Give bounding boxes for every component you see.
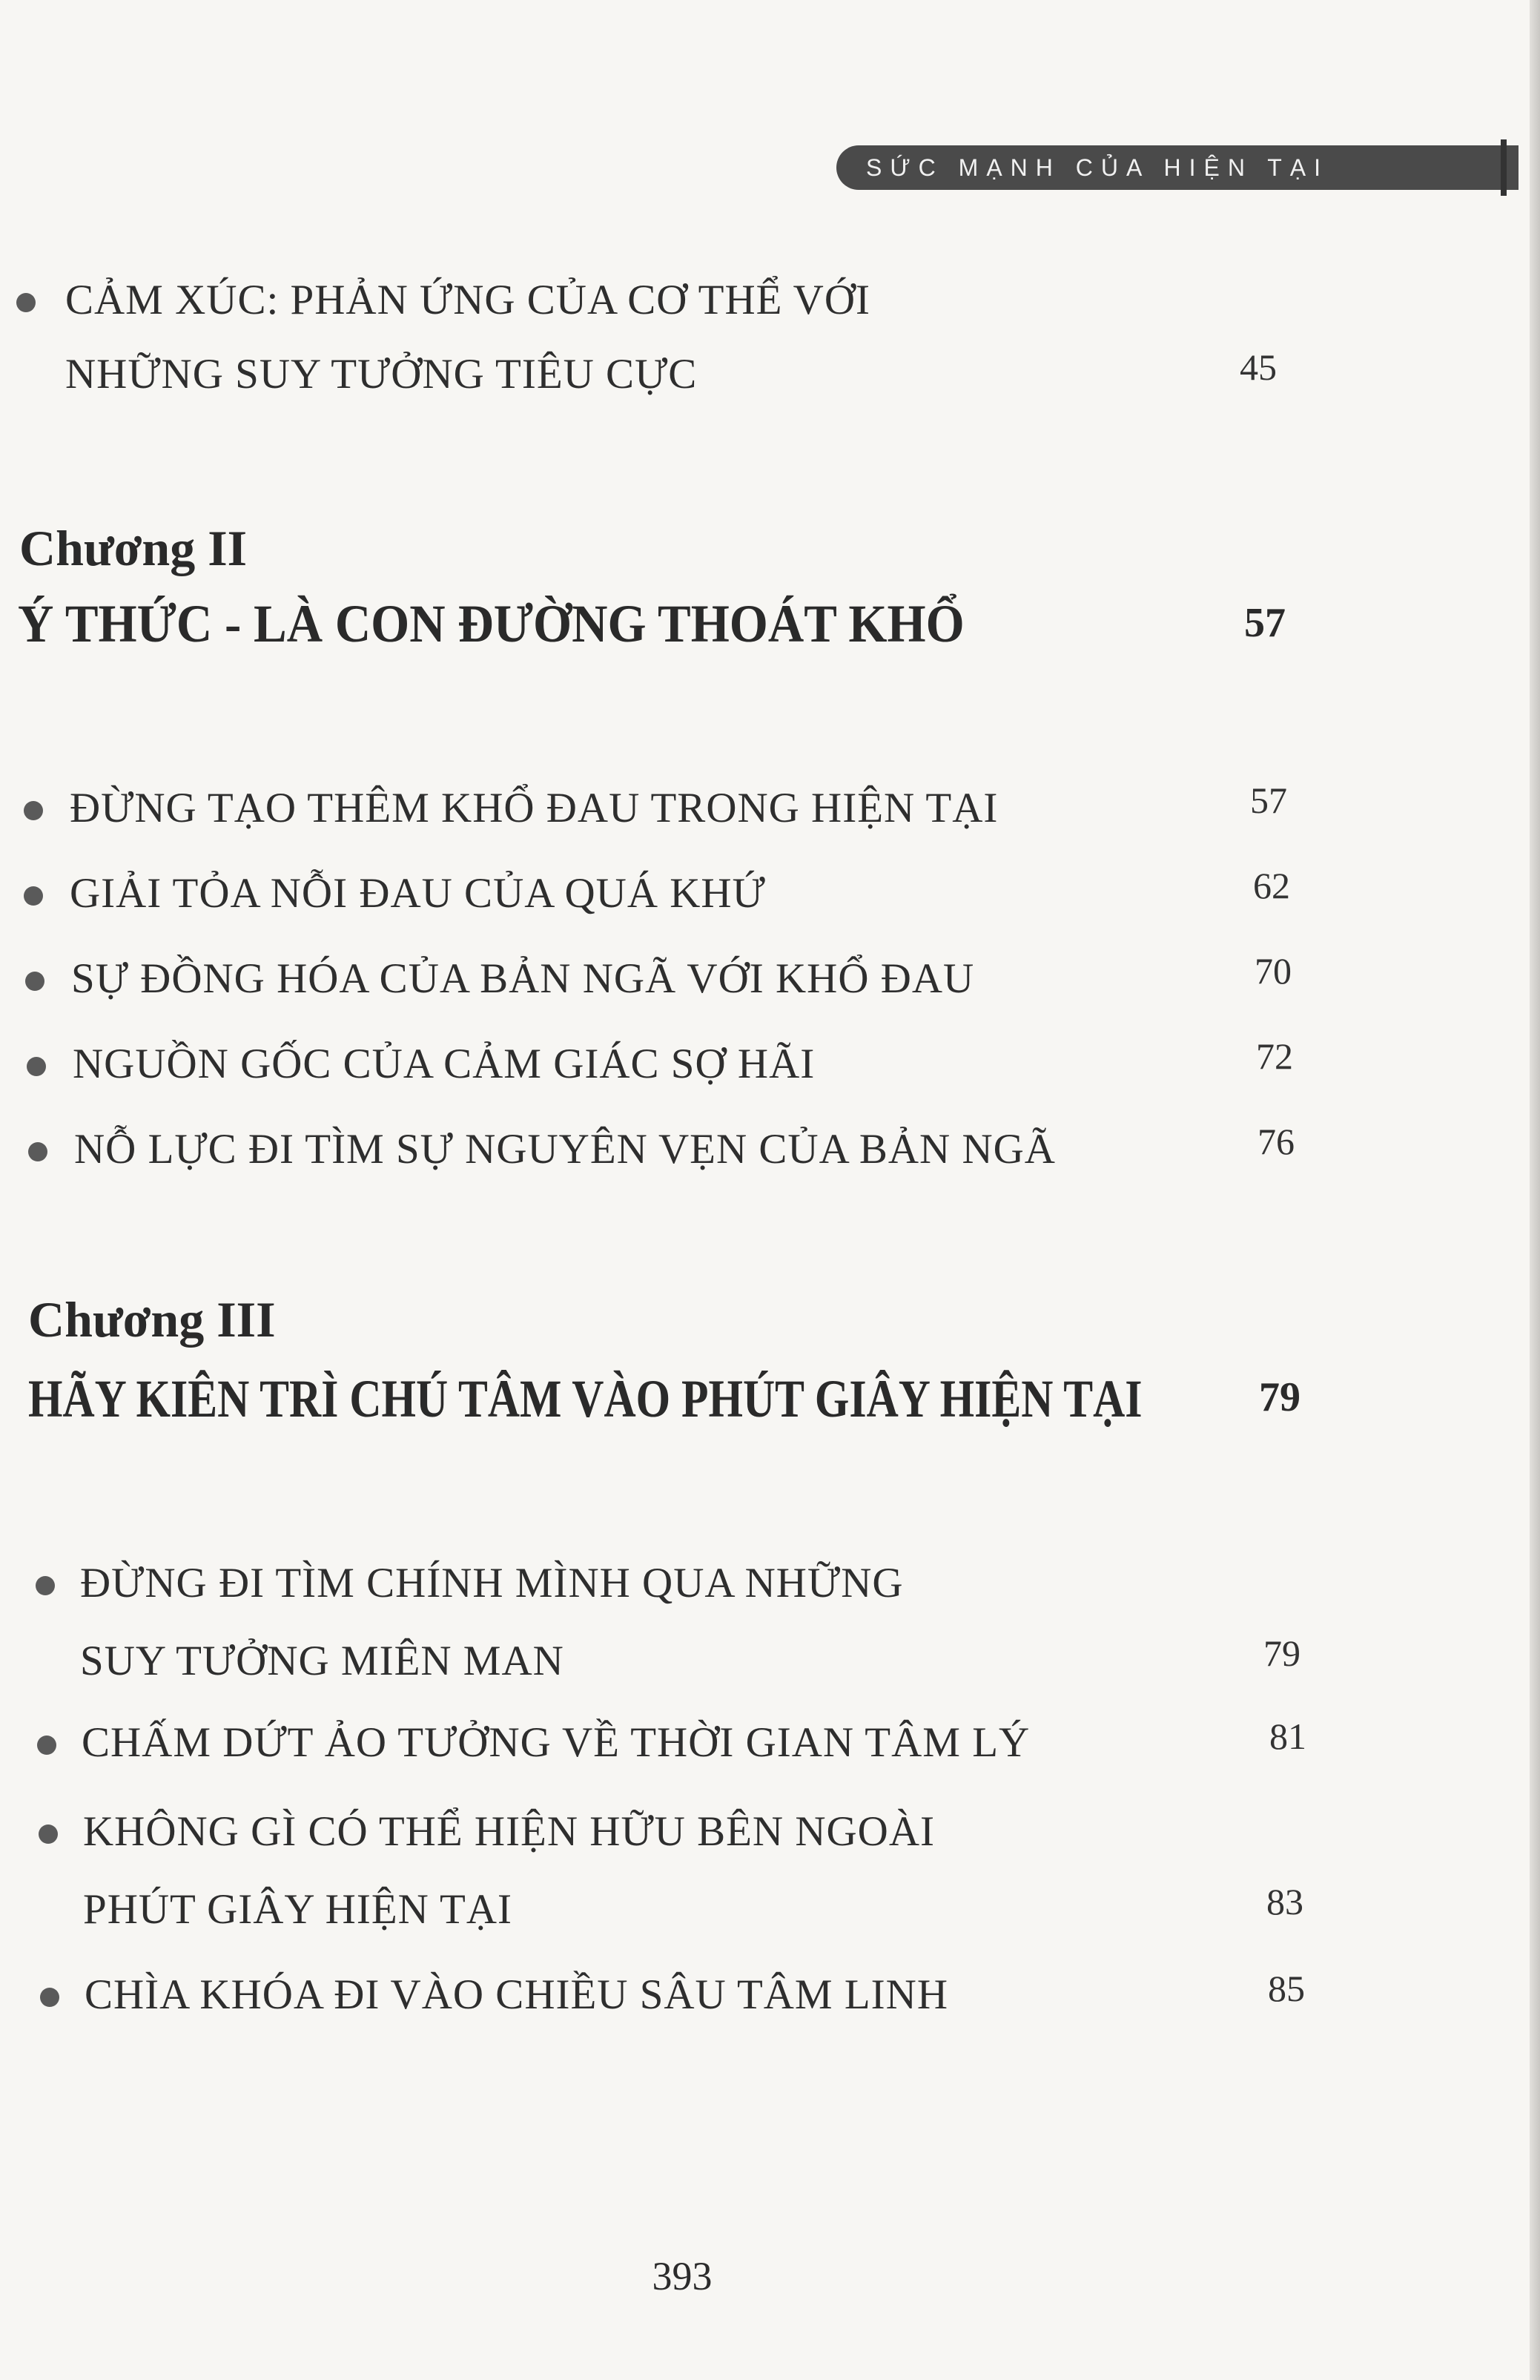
- toc-page-number: 79: [1263, 1632, 1301, 1674]
- bullet-icon: [36, 1576, 55, 1595]
- chapter-title: Ý THỨC - LÀ CON ĐƯỜNG THOÁT KHỔ: [18, 594, 965, 653]
- toc-page-number: 62: [1253, 865, 1290, 906]
- toc-page-number: 70: [1255, 950, 1292, 992]
- bullet-icon: [25, 972, 44, 991]
- toc-entry-line: ĐỪNG ĐI TÌM CHÍNH MÌNH QUA NHỮNG: [80, 1560, 904, 1606]
- toc-entry-line: SỰ ĐỒNG HÓA CỦA BẢN NGÃ VỚI KHỔ ĐAU: [71, 955, 975, 1002]
- toc-entry-line: NHỮNG SUY TƯỞNG TIÊU CỰC: [65, 351, 698, 398]
- toc-entry-line: CHẤM DỨT ẢO TƯỞNG VỀ THỜI GIAN TÂM LÝ: [82, 1719, 1031, 1766]
- toc-entry-line: CẢM XÚC: PHẢN ỨNG CỦA CƠ THỂ VỚI: [65, 277, 870, 323]
- bullet-icon: [24, 801, 43, 820]
- bullet-icon: [39, 1824, 58, 1844]
- chapter-page-number: 79: [1259, 1374, 1301, 1420]
- toc-page-number: 85: [1268, 1968, 1305, 2009]
- page-number-footer: 393: [652, 2254, 713, 2298]
- toc-entry-line: NGUỒN GỐC CỦA CẢM GIÁC SỢ HÃI: [73, 1041, 816, 1087]
- toc-entry-line: NỖ LỰC ĐI TÌM SỰ NGUYÊN VẸN CỦA BẢN NGÃ: [74, 1126, 1056, 1173]
- toc-entry-line: SUY TƯỞNG MIÊN MAN: [80, 1638, 564, 1684]
- toc-entry-line: ĐỪNG TẠO THÊM KHỔ ĐAU TRONG HIỆN TẠI: [70, 785, 999, 831]
- page-edge: [1530, 0, 1540, 2380]
- toc-page-number: 57: [1250, 779, 1287, 821]
- toc-entry-line: PHÚT GIÂY HIỆN TẠI: [83, 1886, 512, 1933]
- toc-entry-line: KHÔNG GÌ CÓ THỂ HIỆN HỮU BÊN NGOÀI: [83, 1808, 935, 1855]
- toc-page-number: 83: [1266, 1881, 1303, 1922]
- toc-entry-line: CHÌA KHÓA ĐI VÀO CHIỀU SÂU TÂM LINH: [85, 1971, 948, 2018]
- toc-page-number: 45: [1240, 346, 1277, 388]
- toc-page-number: 76: [1258, 1121, 1295, 1162]
- bullet-icon: [40, 1988, 59, 2007]
- toc-page-number: 81: [1269, 1715, 1306, 1757]
- toc-page-number: 72: [1256, 1035, 1293, 1077]
- bullet-icon: [24, 886, 43, 906]
- bullet-icon: [37, 1735, 56, 1755]
- bullet-icon: [16, 293, 36, 312]
- header-tick: [1501, 139, 1507, 196]
- bullet-icon: [27, 1057, 46, 1076]
- chapter-page-number: 57: [1244, 600, 1286, 646]
- chapter-title: HÃY KIÊN TRÌ CHÚ TÂM VÀO PHÚT GIÂY HIỆN TẠI: [28, 1369, 1143, 1428]
- running-header: SỨC MẠNH CỦA HIỆN TẠI: [836, 145, 1518, 190]
- chapter-label: Chương II: [19, 520, 248, 576]
- chapter-label: Chương III: [28, 1291, 276, 1348]
- bullet-icon: [28, 1142, 47, 1161]
- toc-entry-line: GIẢI TỎA NỖI ĐAU CỦA QUÁ KHỨ: [70, 870, 766, 917]
